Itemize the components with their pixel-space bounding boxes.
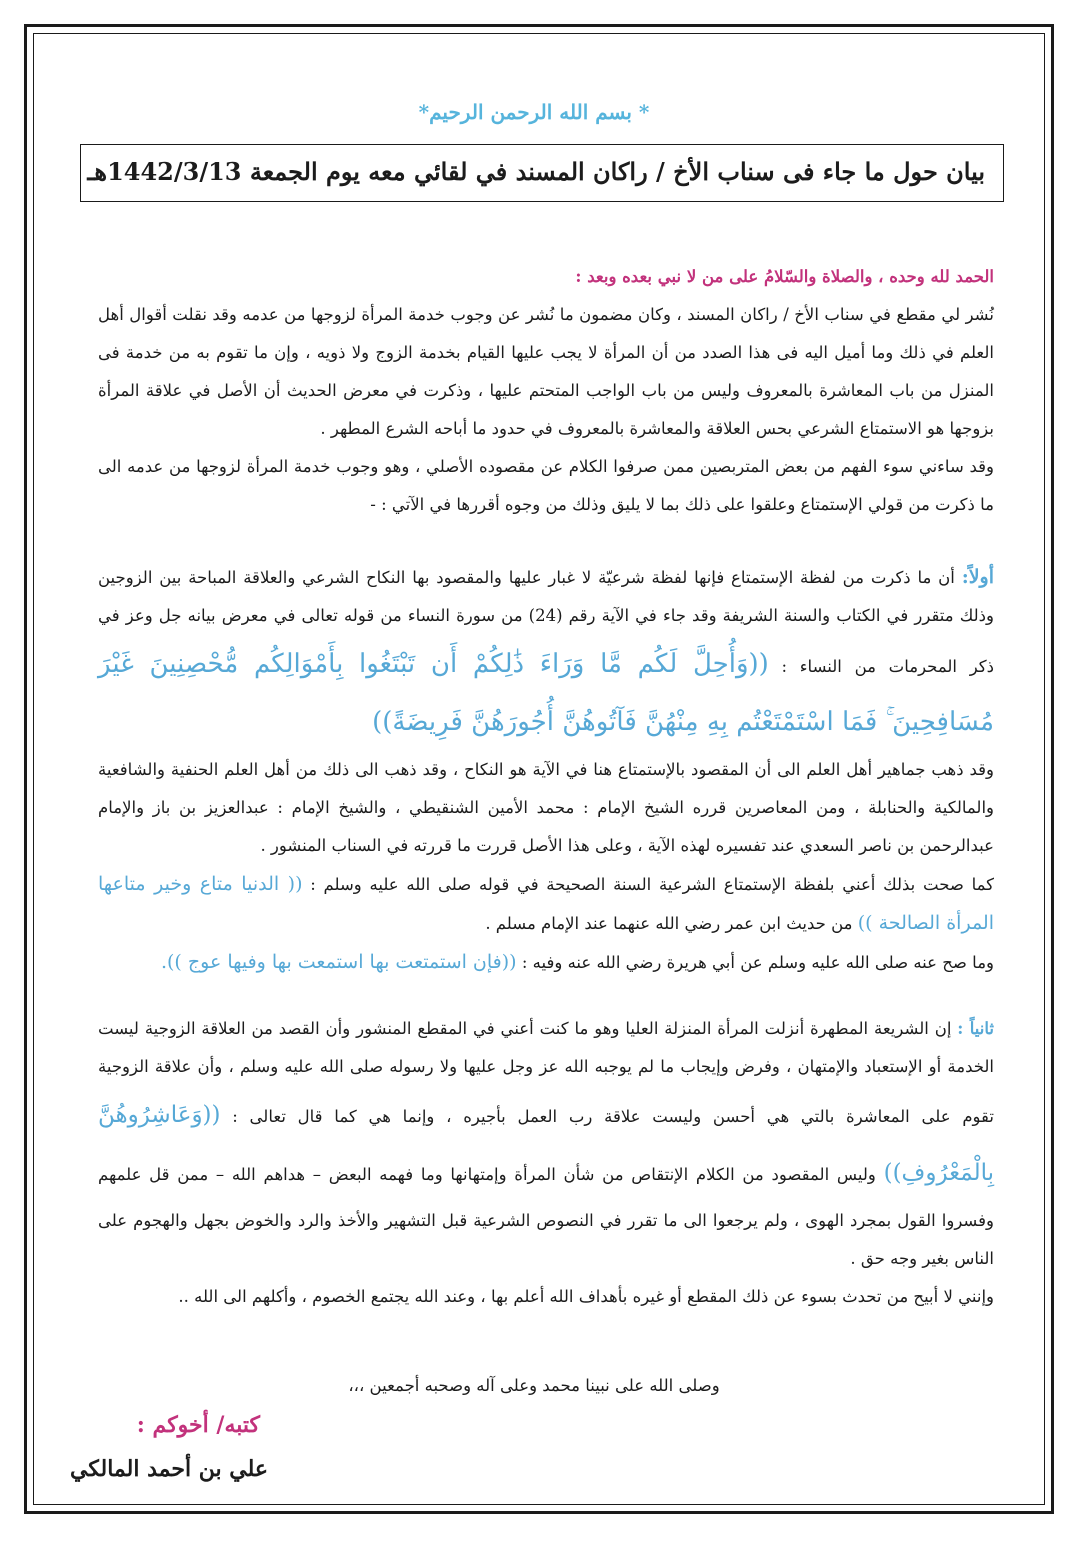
document-body <box>98 258 994 1316</box>
first-point <box>98 558 994 751</box>
closing-line: وصلى الله على نبينا محمد وعلى آله وصحبه أجمعين ،،، <box>348 1376 720 1395</box>
opening-line: الحمد لله وحده ، والصلاة والسّلامُ على من لا نبي بعده وبعد : <box>575 267 994 286</box>
intro-paragraph: نُشر لي مقطع في سناب الأخ / راكان المسند ، وكان مضمون ما نُشر عن وجوب خدمة المرأة لزوجها من عدمه وقد نقلت أقوال أهل العلم في ذلك وما أميل اليه فى هذا الصدد من أن المرأة لا يجب عليها القيام بخدمة الزوج ولا ذويه ، وإن ما تقوم به من خدمة فى المنزل من باب المعاشرة بالمعروف وليس من باب الواجب المتحتم عليها ، وذكرت في معرض الحديث أن الأصل في علاقة المرأة بزوجها هو الاستمتاع الشرعي بحس العلاقة والمعاشرة بالمعروف في حدود ما أباحه الشرع المطهر . <box>98 305 994 438</box>
second-point: ثانياً : إن الشريعة المطهرة أنزلت المرأة المنزلة العليا وهو ما كنت أعني في المقطع المنشور وأن القصد من العلاقة الزوجية ليست الخدمة أو الإستعباد والإمتهان ، وفرض وإيجاب ما لم يوجبه الله عز وجل عليها ولا رسوله صلى الله عليه وسلم ، وأن علاقة الزوجية تقوم على المعاشرة بالتي هي أحسن وليست علاقة رب العمل بأجيره ، وإنما هي كما قال تعالى : ((وَعَاشِرُوهُنَّ بِالْمَعْرُوفِ)) وليس المقصود من الكلام الإنتقاص من شأن المرأة وإمتهانها وما فهمه البعض – هداهم الله – ممن قل علمهم وفسروا القول بمجرد الهوى ، ولم يرجعوا الى ما تقرر في النصوص الشرعية قبل التشهير والأخذ والرد والخوض بجهل والهجوم على الناس بغير وجه حق . <box>98 1019 994 1268</box>
signature-name: علي بن أحمد المالكي <box>70 1456 268 1482</box>
hadith-2: ((فإن استمتعت بها استمعت بها وفيها عوج )). <box>160 951 517 973</box>
quran-verse-1: ((وَأُحِلَّ لَكُم مَّا وَرَاءَ ذَٰلِكُمْ أَن تَبْتَغُوا بِأَمْوَالِكُم مُّحْصِنِينَ غَيْرَ مُسَافِحِينَ ۚ فَمَا اسْتَمْتَعْتُم بِهِ مِنْهُنَّ فَآتُوهُنَّ أُجُورَهُنَّ فَرِيضَةً)) <box>98 649 994 737</box>
quran-verse-2: ((وَعَاشِرُوهُنَّ بِالْمَعْرُوفِ)) <box>98 1102 994 1186</box>
intro-paragraph: وقد ساءني سوء الفهم من بعض المتربصين ممن صرفوا الكلام عن مقصوده الأصلي ، وهو وجوب خدمة المرأة لزوجها من عدمه الى ما ذكرت من قولي الإستمتاع وعلقوا على ذلك بما لا يليق وذلك من وجوه أقررها في الآتي : - <box>98 457 994 514</box>
basmala: * بسم الله الرحمن الرحيم* <box>418 100 650 124</box>
document-title: بيان حول ما جاء فى سناب الأخ / راكان المسند في لقائي معه يوم الجمعة 1442/3/13هـ <box>80 144 1004 202</box>
second-label: ثانياً : <box>957 1019 994 1038</box>
hadith-1: (( الدنيا متاع وخير متاعها المرأة الصالحة )) <box>98 873 994 934</box>
first-paragraph: كما صحت بذلك أعني بلفظة الإستمتاع الشرعية السنة الصحيحة في قوله صلى الله عليه وسلم : (( الدنيا متاع وخير متاعها المرأة الصالحة )) من حديث ابن عمر رضي الله عنهما عند الإمام مسلم . <box>98 873 995 934</box>
first-paragraph: وما صح عنه صلى الله عليه وسلم عن أبي هريرة رضي الله عنه وفيه : ((فإن استمتعت بها استمعت بها وفيها عوج )). <box>160 951 994 973</box>
first-paragraph: وقد ذهب جماهير أهل العلم الى أن المقصود بالإستمتاع هنا في الآية هو النكاح ، وقد ذهب الى ذلك من أهل العلم الحنفية والشافعية والمالكية والحنابلة ، ومن المعاصرين قرره الشيخ الإمام : محمد الأمين الشنقيطي ، والشيخ الإمام : عبدالعزيز بن باز والإمام عبدالرحمن بن ناصر السعدي عند تفسيره لهذه الآية ، وعلى هذا الأصل قررت ما قررته في السناب المنشور . <box>98 760 994 855</box>
second-text: إن الشريعة المطهرة أنزلت المرأة المنزلة العليا وهو ما كنت أعني في المقطع المنشور وأن القصد من العلاقة الزوجية ليست الخدمة أو الإستعباد والإمتهان ، وفرض وإيجاب ما لم يوجبه الله عز وجل عليها ولا رسوله صلى الله عليه وسلم ، وأن علاقة الزوجية تقوم على المعاشرة بالتي هي أحسن وليست علاقة رب العمل بأجيره ، وإنما هي كما قال تعالى : <box>98 1019 994 1126</box>
first-text: أن ما ذكرت من لفظة الإستمتاع فإنها لفظة شرعيّة لا غبار عليها والمقصود بها النكاح الشرعي والعلاقة المباحة بين الزوجين وذلك متقرر في الكتاب والسنة الشريفة وقد جاء في الآية رقم (24) من سورة النساء من قوله تعالى في معرض بيانه جل وعز في ذكر المحرمات من النساء : <box>98 568 994 676</box>
first-label: أولاً: <box>961 566 994 588</box>
signature-label: كتبه/ أخوكم : <box>136 1412 260 1438</box>
second-paragraph: وإنني لا أبيح من تحدث بسوء عن ذلك المقطع أو غيره بأهداف الله أعلم بها ، وعند الله يجتمع الخصوم ، وأكلهم الى الله .. <box>178 1287 994 1306</box>
